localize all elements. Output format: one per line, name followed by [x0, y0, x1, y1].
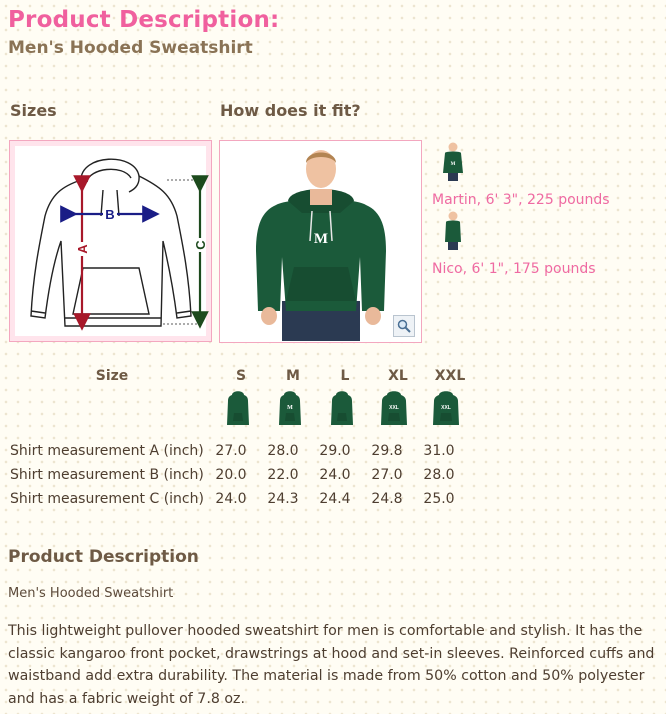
fit-heading: How does it fit?	[220, 101, 361, 120]
size-label-m: M	[286, 368, 300, 384]
hoodie-thumbnail	[433, 389, 459, 429]
table-cell: 29.0	[319, 443, 351, 459]
size-label-l: L	[340, 368, 350, 384]
zoom-button[interactable]	[393, 315, 415, 337]
hoodie-size-diagram	[15, 146, 206, 336]
measure-c-label: C	[193, 240, 208, 250]
fit-photo[interactable]	[219, 140, 422, 343]
size-header-label: Size	[95, 368, 129, 384]
model-thumb-martin[interactable]	[440, 141, 466, 185]
page-subtitle: Men's Hooded Sweatshirt	[8, 38, 253, 58]
table-cell: 24.3	[267, 491, 299, 507]
row-label-a: Shirt measurement A (inch)	[10, 443, 204, 459]
table-cell: 22.0	[267, 467, 299, 483]
magnifier-icon	[397, 319, 411, 333]
model-link-martin[interactable]: Martin, 6' 3", 225 pounds	[432, 192, 610, 208]
measure-a-label: A	[75, 244, 90, 254]
size-label-xl: XL	[388, 368, 408, 384]
svg-text:XXL: XXL	[389, 405, 399, 411]
size-thumb-s[interactable]	[226, 389, 250, 433]
table-cell: 29.8	[371, 443, 403, 459]
page-title: Product Description:	[8, 7, 280, 33]
hoodie-outline	[31, 159, 191, 326]
row-label-b: Shirt measurement B (inch)	[10, 467, 204, 483]
table-cell: 24.4	[319, 491, 351, 507]
size-thumb-l[interactable]	[330, 389, 354, 433]
hoodie-thumbnail	[330, 389, 354, 429]
table-cell: 25.0	[423, 491, 455, 507]
size-thumb-xxl[interactable]	[433, 389, 459, 433]
size-label-xxl: XXL	[434, 368, 466, 384]
table-cell: 20.0	[215, 467, 247, 483]
measure-b-label: B	[105, 207, 115, 222]
svg-text:XXL: XXL	[441, 405, 451, 411]
svg-text:M: M	[287, 405, 293, 411]
model-wearing-hoodie-photo	[220, 141, 421, 342]
table-cell: 28.0	[267, 443, 299, 459]
hoodie-thumbnail	[381, 389, 407, 429]
table-cell: 24.0	[319, 467, 351, 483]
table-cell: 31.0	[423, 443, 455, 459]
model-thumb-nico[interactable]	[440, 210, 466, 254]
hoodie-thumbnail	[278, 389, 302, 429]
sizes-heading: Sizes	[10, 101, 57, 120]
hoodie-thumbnail	[440, 141, 466, 181]
svg-text:M: M	[450, 162, 456, 167]
table-cell: 28.0	[423, 467, 455, 483]
description-heading: Product Description	[8, 547, 199, 567]
description-body: This lightweight pullover hooded sweatshirt for men is comfortable and stylish. It has the classic kangaroo front pocket, drawstrings at hood and set-in sleeves. Reinforced cuffs and waistband add extra durability. The material is made from 50% cotton and 50% polyester and has a fabric weight of 7.8 oz.	[8, 623, 655, 707]
table-cell: 27.0	[215, 443, 247, 459]
table-cell: 24.0	[215, 491, 247, 507]
model-link-nico[interactable]: Nico, 6' 1", 175 pounds	[432, 261, 596, 277]
table-cell: 27.0	[371, 467, 403, 483]
hoodie-thumbnail	[226, 389, 250, 429]
row-label-c: Shirt measurement C (inch)	[10, 491, 204, 507]
size-thumb-m[interactable]	[278, 389, 302, 433]
table-cell: 24.8	[371, 491, 403, 507]
description-subheading: Men's Hooded Sweatshirt	[8, 586, 174, 601]
size-thumb-xl[interactable]	[381, 389, 407, 433]
hoodie-letter: M	[313, 231, 329, 247]
size-label-s: S	[235, 368, 247, 384]
size-diagram-frame	[9, 140, 212, 342]
hoodie-thumbnail	[440, 210, 466, 250]
